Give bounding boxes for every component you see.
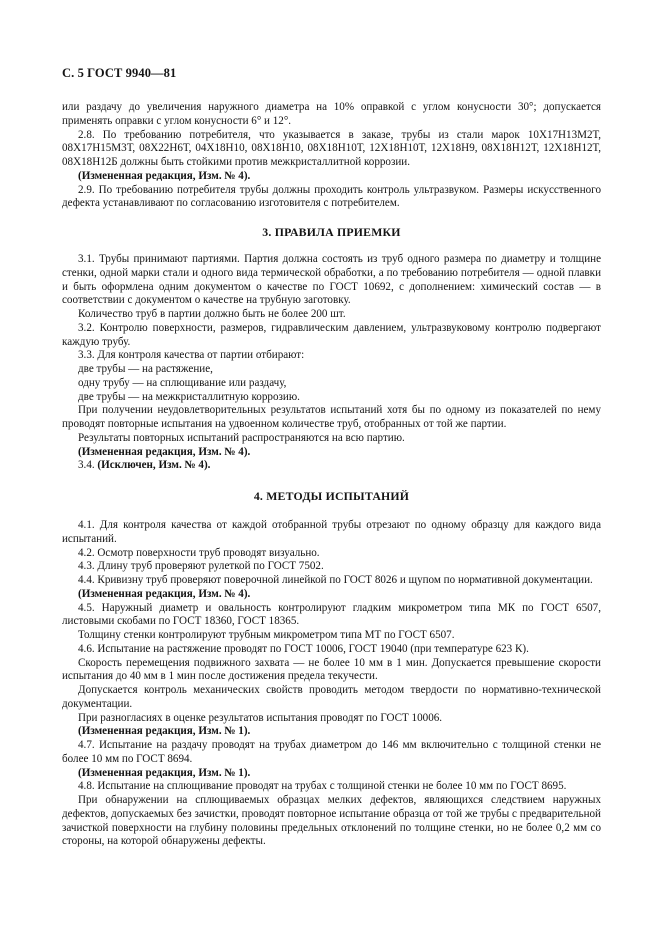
paragraph: 4.4. Кривизну труб проверяют поверочной линейкой по ГОСТ 8026 и щупом по нормативной документации.: [78, 574, 593, 586]
revision-note: (Измененная редакция, Изм. № 4).: [78, 445, 251, 458]
paragraph: 2.8. По требованию потребителя, что указывается в заказе, трубы из стали марок 10Х17Н13М2Т, 08Х17Н15М3Т, 08Х22Н6Т, 04Х18Н10, 08Х18Н10, 08Х18Н10Т, 12Х18Н10Т, 12Х18Н9, 08Х18Н12Т, 12Х18Н12Т, 08Х18Н12Б должны быть стойкими против межкристаллитной коррозии.: [62, 128, 601, 168]
paragraph: 4.5. Наружный диаметр и овальность контролируют гладким микрометром типа МК по ГОСТ 6507, листовыми скобами по ГОСТ 18360, ГОСТ 18365.: [62, 601, 601, 628]
paragraph: 4.1. Для контроля качества от каждой отобранной трубы отрезают по одному образцу для каждого вида испытаний.: [62, 519, 601, 545]
paragraph: 3.1. Трубы принимают партиями. Партия должна состоять из труб одного размера по диаметру и толщине стенки, одной марки стали и одного вида термической обработки, а по требованию потребителя — одной плавки и быть оформлена одним документом о качестве по ГОСТ 10692, с дополнением: химический состав — в соответствии с документом о качестве на трубную заготовку.: [62, 253, 601, 307]
paragraph-number: 3.4.: [78, 459, 95, 472]
paragraph: две трубы — на межкристаллитную коррозию.: [78, 390, 300, 403]
revision-note: (Измененная редакция, Изм. № 1).: [78, 766, 251, 779]
paragraph: 4.7. Испытание на раздачу проводят на трубах диаметром до 146 мм включительно с толщиной стенки не более 10 мм по ГОСТ 8694.: [62, 739, 601, 765]
paragraph: две трубы — на растяжение,: [78, 363, 213, 375]
paragraph: 4.2. Осмотр поверхности труб проводят визуально.: [78, 546, 320, 559]
revision-note: (Измененная редакция, Изм. № 4).: [78, 587, 251, 600]
revision-note: (Исключен, Изм. № 4).: [97, 459, 211, 472]
paragraph: 4.8. Испытание на сплющивание проводят на трубах с толщиной стенки не более 10 мм по ГОСТ 8695.: [78, 780, 567, 793]
paragraph: Количество труб в партии должно быть не более 200 шт.: [78, 308, 346, 320]
page-header: С. 5 ГОСТ 9940—81: [62, 66, 177, 80]
document-body: [62, 101, 601, 849]
paragraph: При получении неудовлетворительных результатов испытаний хотя бы по одному из показателей по нему проводят повторные испытания на удвоенном количестве труб, отобранных от той же партии.: [62, 404, 601, 430]
revision-note: (Измененная редакция, Изм. № 1).: [78, 725, 251, 738]
paragraph: или раздачу до увеличения наружного диаметра на 10% оправкой с углом конусности 30°; допускается применять оправки с углом конусности 6° и 12°.: [62, 101, 601, 127]
paragraph: При обнаружении на сплющиваемых образцах мелких дефектов, являющихся следствием наружных дефектов, допускаемых без зачистки, проводят повторное испытание образца от той же трубы с предварительной зачисткой поверхности на глубину половины предельных отклонений по толщине стенки, но не более 0,2 мм со стороны, на которой обнаружены дефекты.: [62, 794, 601, 848]
revision-note: (Измененная редакция, Изм. № 4).: [78, 169, 251, 182]
paragraph: Скорость перемещения подвижного захвата — не более 10 мм в 1 мин. Допускается превышение скорости испытания до 40 мм в 1 мин после достижения предела текучести.: [62, 656, 601, 683]
section-title: 3. ПРАВИЛА ПРИЕМКИ: [262, 225, 401, 239]
paragraph: 3.2. Контролю поверхности, размеров, гидравлическим давлением, ультразвуковому контролю подвергают каждую трубу.: [62, 321, 601, 348]
section-title: 4. МЕТОДЫ ИСПЫТАНИЙ: [253, 489, 410, 503]
paragraph: Допускается контроль механических свойств проводить методом твердости по нормативно-технической документации.: [62, 684, 601, 710]
paragraph: 3.3. Для контроля качества от партии отбирают:: [78, 349, 305, 362]
paragraph: 4.3. Длину труб проверяют рулеткой по ГОСТ 7502.: [78, 560, 324, 573]
paragraph: одну трубу — на сплющивание или раздачу,: [78, 376, 287, 389]
paragraph: [62, 459, 601, 473]
paragraph: Результаты повторных испытаний распространяются на всю партию.: [78, 431, 405, 444]
paragraph: Толщину стенки контролируют трубным микрометром типа МТ по ГОСТ 6507.: [78, 629, 455, 641]
paragraph: 2.9. По требованию потребителя трубы должны проходить контроль ультразвуком. Размеры искусственного дефекта устанавливают по согласованию изготовителя с потребителем.: [62, 183, 601, 210]
paragraph: При разногласиях в оценке результатов испытания проводят по ГОСТ 10006.: [78, 711, 443, 724]
paragraph: 4.6. Испытание на растяжение проводят по ГОСТ 10006, ГОСТ 19040 (при температуре 623 К).: [78, 642, 529, 655]
